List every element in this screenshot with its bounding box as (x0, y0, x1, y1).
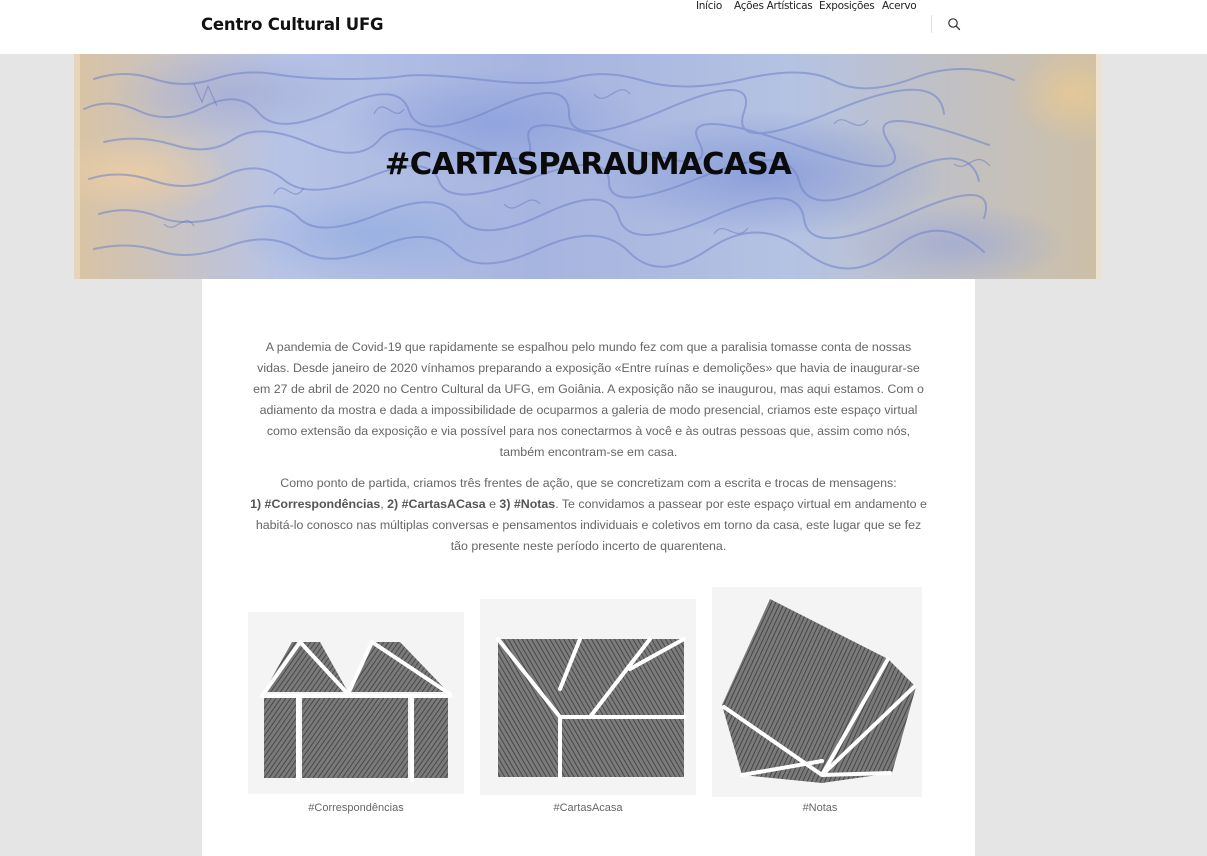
envelope-drawing-image (480, 599, 696, 795)
nav-item-inicio[interactable]: Início (696, 0, 722, 12)
item-cartasacasa: 2) #CartasACasa (387, 497, 486, 511)
nav-item-acervo[interactable]: Acervo (882, 0, 917, 12)
item-notas: 3) #Notas (499, 497, 556, 511)
search-button[interactable] (947, 17, 961, 31)
paragraph-2-intro: Como ponto de partida, criamos três frentes de ação, que se concretizam com a escrita e trocas de mensagens: (280, 476, 897, 490)
nav-item-acoes-artisticas[interactable]: Ações Artísticas (734, 0, 813, 12)
house-drawing-image (248, 612, 464, 794)
nav-item-exposicoes[interactable]: Exposições (819, 0, 875, 12)
hero-banner (74, 54, 1102, 279)
item-correspondencias: 1) #Correspondências (250, 497, 381, 511)
intro-paragraph-1: A pandemia de Covid-19 que rapidamente se espalhou pelo mundo fez com que a paralisia tomasse conta de nossas vidas. Desde janeiro de 2020 vínhamos preparando a exposição «Entre ruínas e demolições» que havia de inaugurar-se em 27 de abril de 2020 no Centro Cultural da UFG, em Goiânia. A exposição não se inaugurou, mas aqui estamos. Com o adiamento da mostra e dada a impossibilidade de ocuparmos a galeria de modo presencial, criamos este espaço virtual como extensão da exposição e via possível para nos conectarmos à você e às outras pessoas que, assim como nós, também encontram-se em casa. (253, 340, 924, 459)
caption-correspondencias[interactable]: #Correspondências (308, 802, 404, 814)
main-content (202, 279, 975, 856)
caption-notas[interactable]: #Notas (802, 802, 838, 814)
site-header (0, 0, 1207, 54)
notes-drawing-image (712, 587, 922, 797)
card-notas[interactable] (712, 587, 922, 797)
paragraph-2-rest: . Te convidamos a passear por este espaço virtual em andamento e habitá-lo conosco nas múltiplas conversas e pensamentos individuais e coletivos em torno da casa, este lugar que se fez tão presente neste período incerto de quarentena. (255, 497, 927, 553)
intro-paragraph-2 (248, 473, 929, 557)
card-correspondencias[interactable] (248, 612, 464, 794)
caption-cartasacasa[interactable]: #CartasAcasa (553, 802, 623, 814)
page-title: #CARTASPARAUMACASA (384, 147, 792, 182)
site-title-link[interactable]: Centro Cultural UFG (201, 15, 384, 34)
card-cartasacasa[interactable] (480, 599, 696, 795)
search-icon (947, 17, 961, 31)
separator-and: e (485, 497, 500, 511)
nav-divider (931, 15, 932, 33)
separator-comma: , (380, 497, 388, 511)
